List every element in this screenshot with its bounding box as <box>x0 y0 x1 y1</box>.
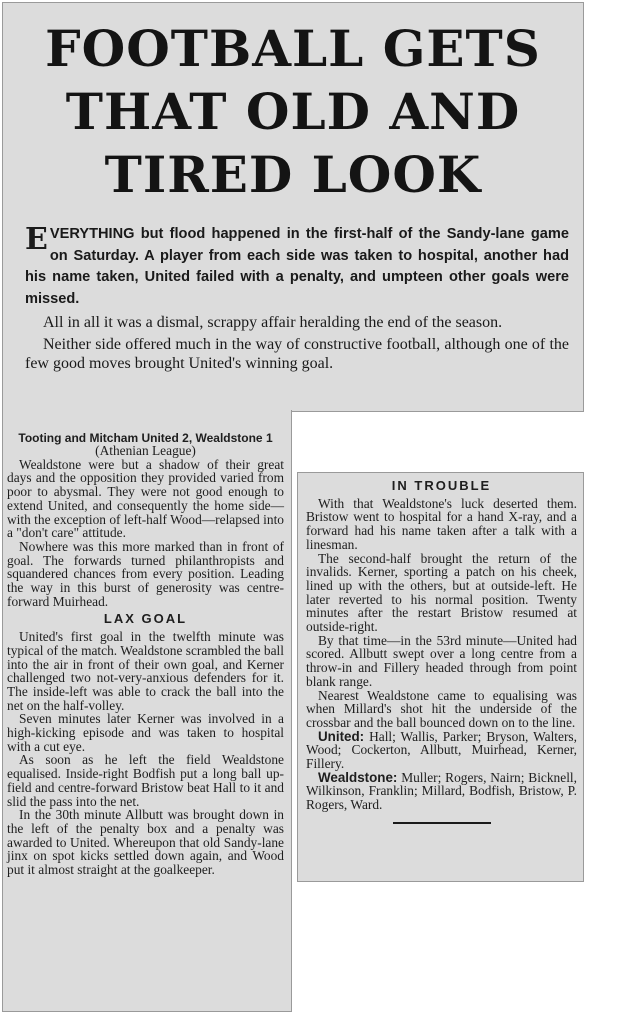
team-lineup-wealdstone <box>306 771 577 812</box>
right-column-clipping <box>297 472 584 882</box>
headline-clipping <box>2 2 584 412</box>
team-players: Hall; Wallis, Parker; Bryson, Walters, Wood; Cockerton, Allbutt, Muirhead, Kerner, Fillery. <box>306 728 577 772</box>
drop-cap: E <box>25 222 48 257</box>
headline <box>3 17 583 206</box>
match-result: Tooting and Mitcham United 2, Wealdstone 1 <box>18 431 273 445</box>
article-paragraph: The second-half brought the return of the invalids. Kerner, sporting a patch on his cheek, lined up with the others, but at outside-left. He later reverted to his normal position. Twenty minutes after the restart Bristow resumed at outside-right. <box>306 550 577 635</box>
team-players: Muller; Rogers, Nairn; Bicknell, Wilkinson, Franklin; Millard, Bodfish, Bristow, P. Rogers, Ward. <box>306 769 577 813</box>
article-paragraph: In the 30th minute Allbutt was brought down in the left of the penalty box and a penalty was awarded to United. Whereupon that old Sandy-lane jinx on spot kicks settled down again, and Wood put it almost straight at the goalkeeper. <box>7 807 284 878</box>
intro-paragraph: All in all it was a dismal, scrappy affair heralding the end of the season. <box>43 314 503 331</box>
subhead-in-trouble: IN TROUBLE <box>391 478 492 493</box>
team-lineup-united <box>306 730 577 771</box>
headline-line-1: FOOTBALL GETS <box>45 19 541 78</box>
lede-paragraph <box>25 224 569 310</box>
intro-paragraph: Neither side offered much in the way of constructive football, although one of the few good moves brought United's winning goal. <box>25 336 569 372</box>
article-paragraph: Nearest Wealdstone came to equalising was when Millard's shot hit the underside of the crossbar and the ball bounced down on to the line. <box>306 687 577 730</box>
article-paragraph: United's first goal in the twelfth minute was typical of the match. Wealdstone scrambled the ball into the air in front of their own goal, and Kerner challenged two not-very-anxious defenders for it. The inside-left was able to crack the ball into the net on the half-volley. <box>7 629 284 713</box>
team-label: United: <box>318 728 365 744</box>
lede-text: VERYTHING but flood happened in the first-half of the Sandy-lane game on Saturday. A player from each side was taken to hospital, another had his name taken, United failed with a penalty, and umpteen other goals were missed. <box>25 226 569 307</box>
headline-line-3: TIRED LOOK <box>104 145 482 204</box>
headline-line-2: THAT OLD AND <box>65 82 521 141</box>
end-rule <box>393 822 491 824</box>
article-paragraph: As soon as he left the field Wealdstone equalised. Inside-right Bodfish put a long ball up-field and centre-forward Bristow beat Hall to it and slid the pass into the net. <box>7 752 284 809</box>
left-column-clipping <box>2 410 292 1012</box>
article-paragraph: With that Wealdstone's luck deserted them. Bristow went to hospital for a hand X-ray, and a forward had his name taken after a talk with a linesman. <box>306 495 577 552</box>
match-league: (Athenian League) <box>95 443 196 458</box>
article-paragraph: Nowhere was this more marked than in front of goal. The forwards turned philanthropists and squandered chances from every position. Leading the way in this burst of generosity was centre-forward Muirhead. <box>7 538 284 609</box>
team-label: Wealdstone: <box>318 769 398 785</box>
subhead-lax-goal: LAX GOAL <box>103 611 188 627</box>
article-paragraph: Wealdstone were but a shadow of their great days and the opposition they provided varied from poor to abysmal. They were not good enough to extend United, and consequently the home side—with the exception of left-half Wood—relapsed into a "don't care" attitude. <box>7 456 284 541</box>
article-paragraph: Seven minutes later Kerner was involved in a high-kicking episode and was taken to hospital with a cut eye. <box>7 711 284 754</box>
article-paragraph: By that time—in the 53rd minute—United had scored. Allbutt swept over a long centre from a throw-in and Fillery headed through from point blank range. <box>306 632 577 689</box>
